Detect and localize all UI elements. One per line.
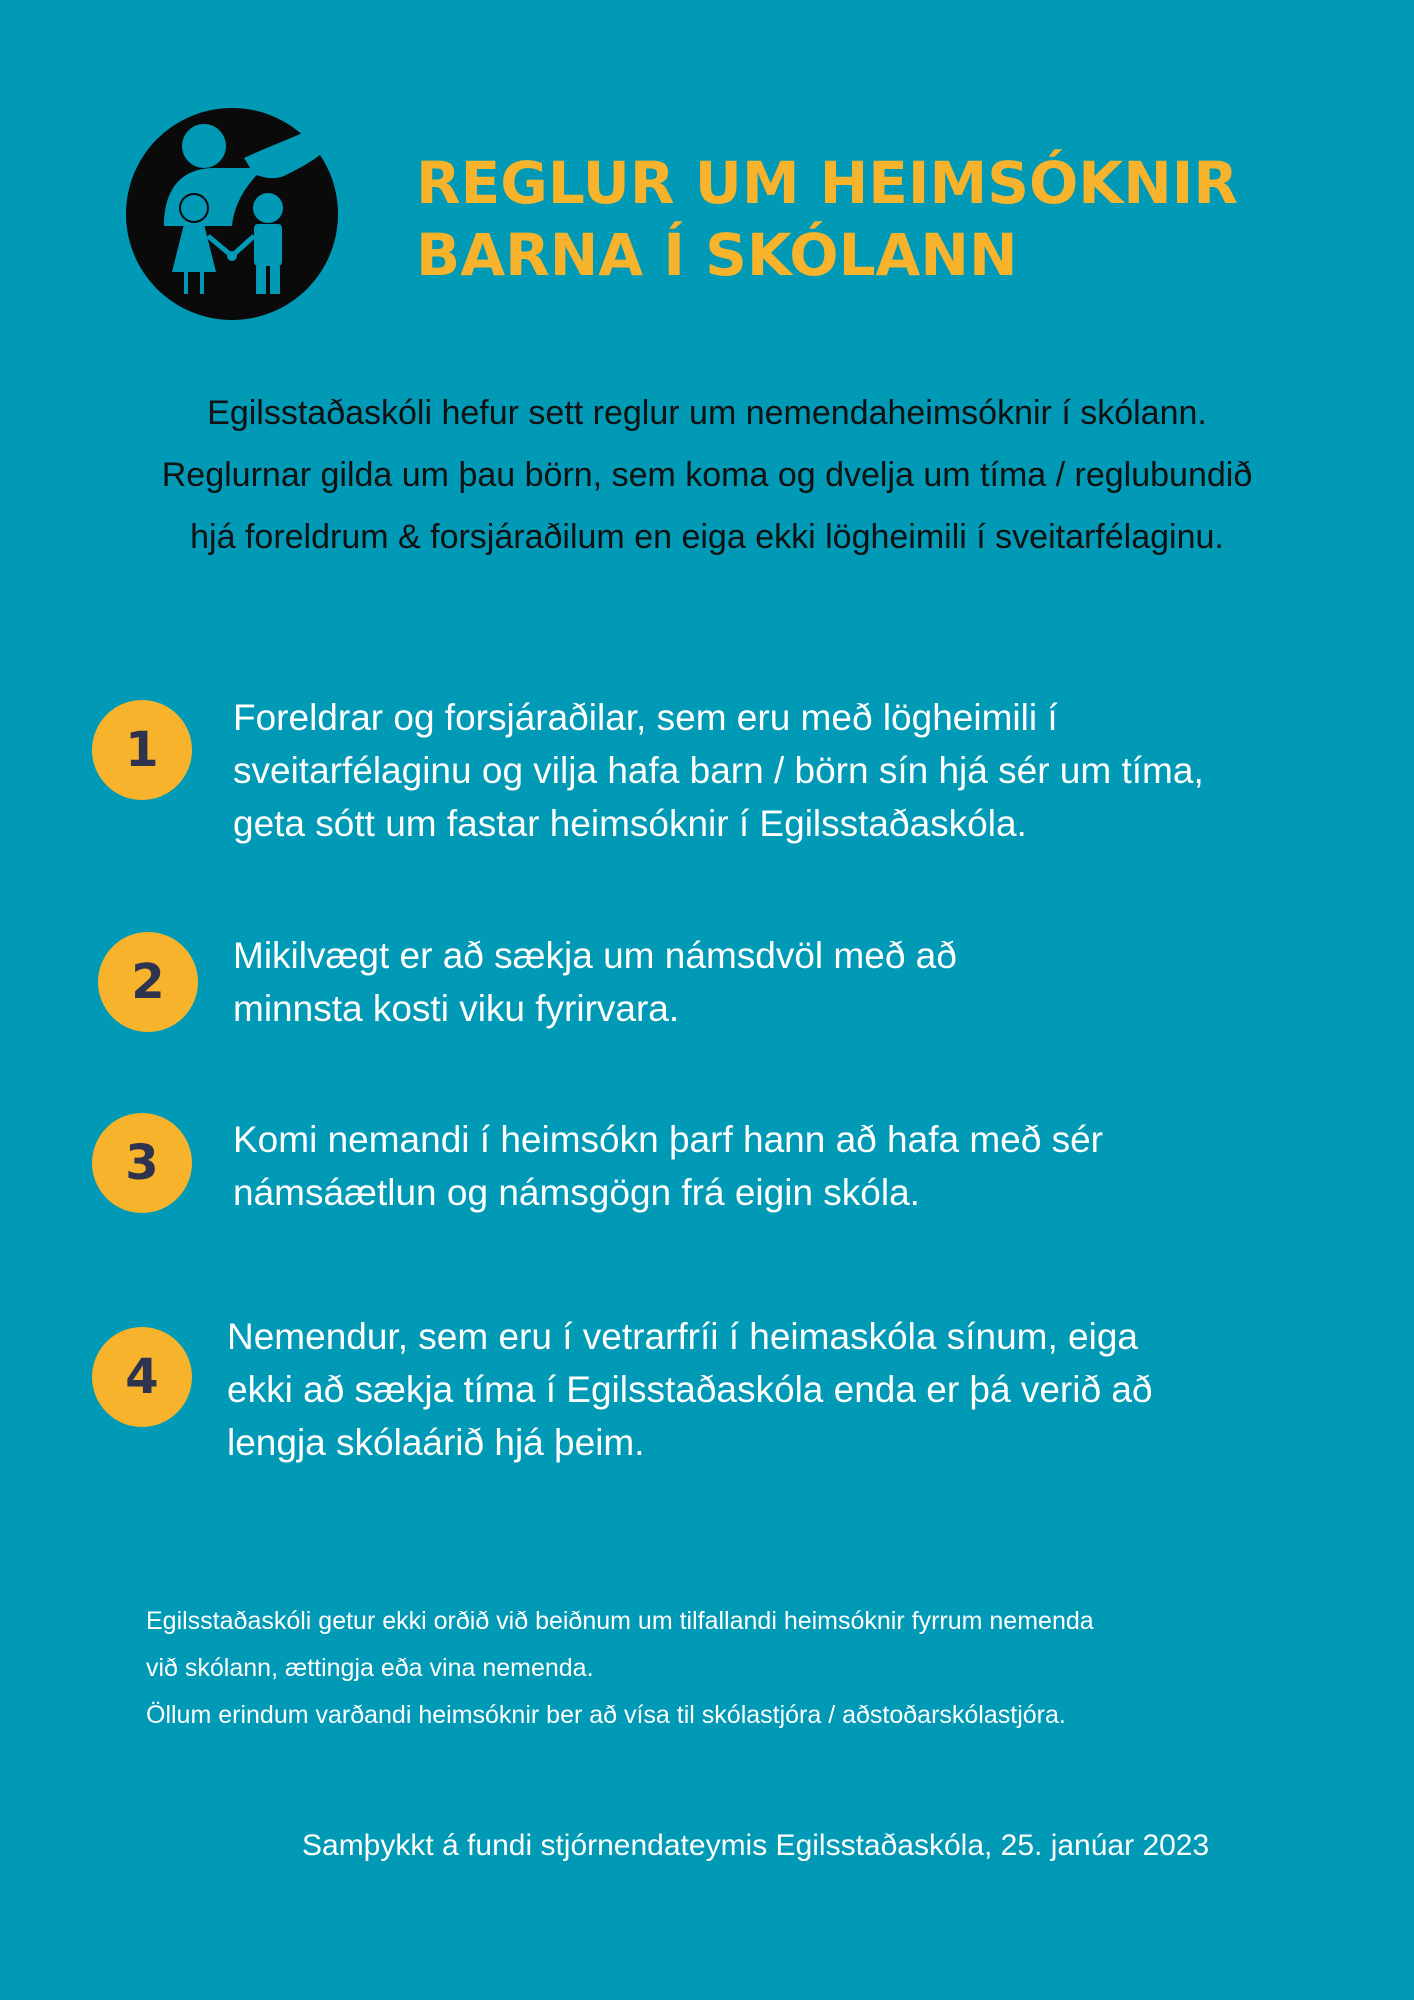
page-title [416,147,1238,291]
intro-line-2: Reglurnar gilda um þau börn, sem koma og dvelja um tíma / reglubundið [161,456,1253,494]
rule-line: Foreldrar og forsjáraðilar, sem eru með lögheimili í [233,697,1058,738]
notes-line-1: Egilsstaðaskóli getur ekki orðið við beiðnum um tilfallandi heimsóknir fyrrum nemenda [146,1607,1094,1635]
notes-line-2: við skólann, ættingja eða vina nemenda. [146,1654,594,1682]
rule-number-badge: 1 [92,700,192,800]
rule-number-badge: 2 [98,932,198,1032]
rule-line: Nemendur, sem eru í vetrarfríi í heimaskóla sínum, eiga [227,1316,1138,1357]
rule-line: minnsta kosti viku fyrirvara. [233,988,680,1029]
rule-line: Mikilvægt er að sækja um námsdvöl með að [233,935,957,976]
rule-text [233,929,957,1035]
title-line-2: BARNA Í SKÓLANN [416,221,1018,289]
rule-number-badge: 4 [92,1327,192,1427]
notes-paragraph [146,1598,1094,1739]
intro-line-1: Egilsstaðaskóli hefur sett reglur um nemendaheimsóknir í skólann. [207,394,1207,432]
title-line-1: REGLUR UM HEIMSÓKNIR [416,149,1238,217]
rule-line: geta sótt um fastar heimsóknir í Egilsstaðaskóla. [233,803,1027,844]
rule-number-badge: 3 [92,1113,192,1213]
rule-line: lengja skólaárið hjá þeim. [227,1422,645,1463]
parent-and-children-icon [124,106,340,322]
rule-line: ekki að sækja tíma í Egilsstaðaskóla enda er þá verið að [227,1369,1153,1410]
rule-text [233,1113,1103,1219]
intro-paragraph [60,382,1354,568]
rule-line: Komi nemandi í heimsókn þarf hann að hafa með sér [233,1119,1103,1160]
rule-text [227,1310,1153,1469]
rule-line: námsáætlun og námsgögn frá eigin skóla. [233,1172,920,1213]
approval-note: Samþykkt á fundi stjórnendateymis Egilsstaðaskóla, 25. janúar 2023 [302,1829,1210,1862]
rule-text [233,691,1204,850]
notes-line-3: Öllum erindum varðandi heimsóknir ber að vísa til skólastjóra / aðstoðarskólastjóra. [146,1701,1066,1729]
rule-line: sveitarfélaginu og vilja hafa barn / börn sín hjá sér um tíma, [233,750,1204,791]
intro-line-3: hjá foreldrum & forsjáraðilum en eiga ekki lögheimili í sveitarfélaginu. [190,518,1224,556]
